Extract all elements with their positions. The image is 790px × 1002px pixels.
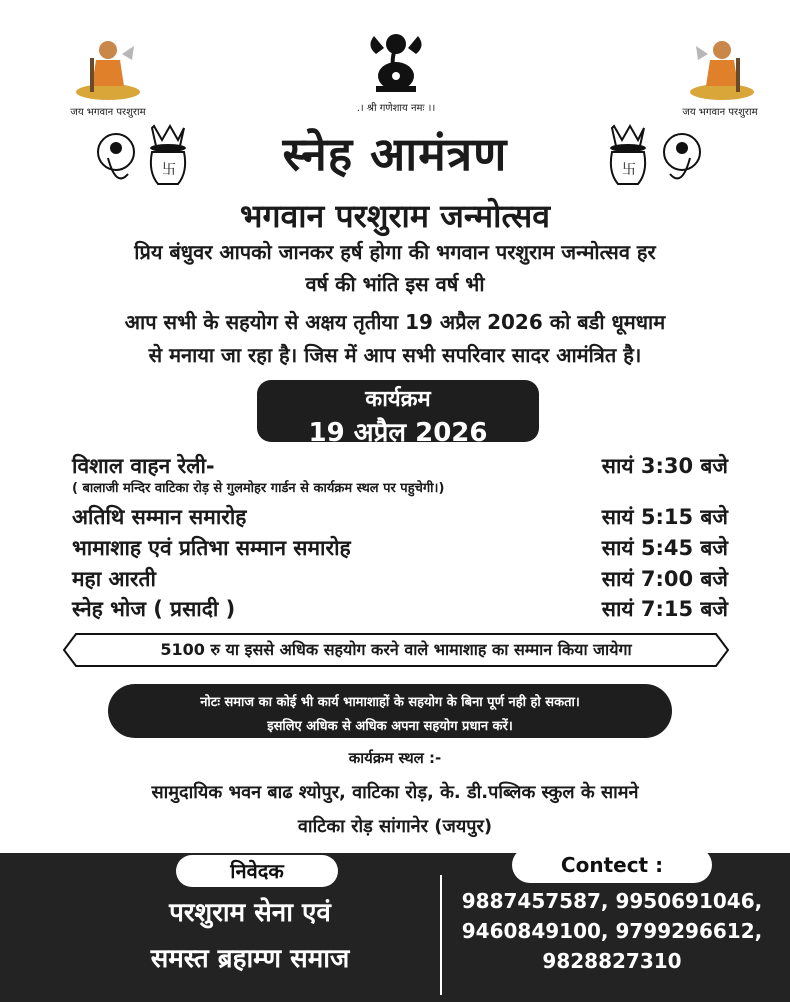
rally-route-note: ( बालाजी मन्दिर वाटिका रोड़ से गुलमोहर गार्डन से कार्यक्रम स्थल पर पहुचेगी।)	[72, 481, 445, 496]
svg-text:卐: 卐	[622, 162, 636, 178]
schedule-event: भामाशाह एवं प्रतिभा सम्मान समारोह	[72, 536, 351, 560]
footer-divider	[440, 875, 442, 995]
invitation-line-3: आप सभी के सहयोग से अक्षय तृतीया 19 अप्रैल 2026 को बडी धूमधाम	[124, 310, 666, 334]
schedule-time: सायं 7:00 बजे	[601, 567, 728, 591]
footer	[0, 853, 790, 1002]
schedule-time: सायं 5:15 बजे	[601, 505, 728, 529]
phone-line-1: 9887457587, 9950691046,	[461, 889, 763, 913]
programme-heading: कार्यक्रम	[365, 387, 431, 412]
contact-label: Contect :	[512, 847, 712, 883]
svg-text:卐: 卐	[162, 162, 176, 178]
note-line-1: नोटः समाज का कोई भी कार्य भामाशाहों के सहयोग के बिना पूर्ण नही हो सकता।	[200, 695, 580, 710]
schedule-event: स्नेह भोज ( प्रसादी )	[72, 597, 236, 621]
schedule-event: अतिथि सम्मान समारोह	[72, 505, 247, 529]
page-title: स्नेह आमंत्रण	[282, 127, 508, 181]
programme-box	[257, 380, 539, 448]
schedule-row	[72, 534, 728, 564]
banner-text: 5100 रु या इससे अधिक सहयोग करने वाले भामाशाह का सम्मान किया जायेगा	[160, 640, 632, 659]
invitation-line-4: से मनाया जा रहा है। जिस में आप सभी सपरिवार सादर आमंत्रित है।	[148, 343, 642, 367]
parshuram-icon	[68, 36, 148, 102]
parshuram-right-image	[682, 36, 762, 106]
ganesh-icon	[364, 28, 428, 96]
ganesh-caption: .। श्री गणेशाय नमः ।।	[356, 103, 436, 114]
parshuram-icon	[682, 36, 762, 102]
venue-line-1: सामुदायिक भवन बाढ श्योपुर, वाटिका रोड़, के. डी.पब्लिक स्कुल के सामने	[151, 782, 639, 803]
org-line-2: समस्त ब्रहाम्ण समाज	[150, 944, 350, 974]
phone-line-3: 9828827310	[542, 949, 682, 973]
note-box	[108, 684, 672, 738]
phone-line-2: 9460849100, 9799296612,	[461, 919, 763, 943]
nivedak-label: निवेदक	[176, 855, 338, 887]
ganesh-image	[364, 28, 428, 100]
invitation-line-1: प्रिय बंधुवर आपको जानकर हर्ष होगा की भगवान परशुराम जन्मोत्सव हर	[134, 240, 656, 264]
schedule-row	[72, 503, 728, 533]
deity-right-caption: जय भगवान परशुराम	[682, 107, 758, 118]
schedule-time: सायं 3:30 बजे	[601, 454, 728, 478]
invitation-line-2: वर्ष की भांति इस वर्ष भी	[305, 272, 485, 296]
schedule-event: महा आरती	[72, 567, 156, 591]
schedule-time: सायं 5:45 बजे	[601, 536, 728, 560]
schedule-row	[72, 595, 728, 625]
bhamashah-banner	[62, 632, 730, 668]
programme-date: 19 अप्रैल 2026	[308, 418, 488, 448]
org-line-1: परशुराम सेना एवं	[169, 898, 331, 928]
subtitle: भगवान परशुराम जन्मोत्सव	[239, 197, 551, 235]
venue-heading: कार्यक्रम स्थल :-	[348, 749, 442, 767]
schedule-row	[72, 565, 728, 595]
schedule-time: सायं 7:15 बजे	[601, 597, 728, 621]
deity-left-caption: जय भगवान परशुराम	[70, 107, 146, 118]
parshuram-left-image	[68, 36, 148, 106]
note-line-2: इसलिए अधिक से अधिक अपना सहयोग प्रधान करें।	[267, 719, 513, 734]
venue-line-2: वाटिका रोड़ सांगानेर (जयपुर)	[297, 816, 493, 837]
schedule-event: विशाल वाहन रेली-	[72, 454, 215, 478]
